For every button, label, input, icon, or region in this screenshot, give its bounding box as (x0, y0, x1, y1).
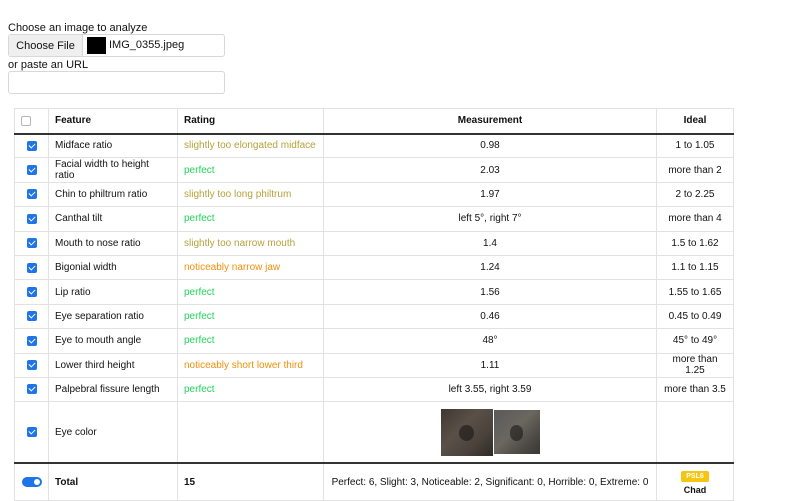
select-all-toggle[interactable] (22, 477, 42, 487)
table-row (15, 231, 734, 255)
rating-cell: perfect (178, 158, 324, 182)
ideal-cell: more than 1.25 (657, 353, 734, 377)
url-input[interactable] (8, 71, 225, 94)
measurement-cell: left 5°, right 7° (324, 207, 657, 231)
rating-cell: slightly too narrow mouth (178, 231, 324, 255)
measurement-cell: left 3.55, right 3.59 (324, 377, 657, 401)
right-eye-image (494, 410, 540, 454)
toggle-cell[interactable] (15, 463, 49, 501)
table-row-total (15, 463, 734, 501)
row-checkbox-cell[interactable] (15, 182, 49, 206)
table-row-eye-color (15, 402, 734, 463)
row-checkbox[interactable] (27, 336, 37, 346)
psl-badge: PSL6 (681, 471, 709, 482)
table-row (15, 329, 734, 353)
ideal-cell: 1.1 to 1.15 (657, 255, 734, 279)
rating-cell: perfect (178, 304, 324, 328)
select-all-cell[interactable] (15, 109, 49, 134)
table-row (15, 182, 734, 206)
feature-cell: Bigonial width (49, 255, 178, 279)
url-label: or paste an URL (8, 59, 89, 71)
row-checkbox-cell[interactable] (15, 353, 49, 377)
table-row (15, 158, 734, 182)
rating-cell: noticeably short lower third (178, 353, 324, 377)
row-checkbox[interactable] (27, 189, 37, 199)
ideal-cell: 2 to 2.25 (657, 182, 734, 206)
table-row (15, 304, 734, 328)
measurement-cell: 1.97 (324, 182, 657, 206)
measurement-cell: 1.11 (324, 353, 657, 377)
row-checkbox-cell[interactable] (15, 134, 49, 158)
row-checkbox-cell[interactable] (15, 304, 49, 328)
measurement-cell: 1.56 (324, 280, 657, 304)
file-name: IMG_0355.jpeg (109, 39, 185, 51)
measurement-cell: 0.98 (324, 134, 657, 158)
row-checkbox[interactable] (27, 141, 37, 151)
ideal-cell: 45° to 49° (657, 329, 734, 353)
table-row (15, 207, 734, 231)
table-row (15, 255, 734, 279)
select-all-checkbox[interactable] (21, 116, 31, 126)
row-checkbox-cell[interactable] (15, 280, 49, 304)
row-checkbox[interactable] (27, 287, 37, 297)
tier-label: Chad (683, 484, 707, 495)
feature-cell: Lip ratio (49, 280, 178, 304)
rating-cell: perfect (178, 280, 324, 304)
feature-cell: Eye separation ratio (49, 304, 178, 328)
total-summary: Perfect: 6, Slight: 3, Noticeable: 2, Significant: 0, Horrible: 0, Extreme: 0 (324, 463, 657, 501)
ideal-cell: more than 4 (657, 207, 734, 231)
feature-cell: Facial width to height ratio (49, 158, 178, 182)
table-row (15, 353, 734, 377)
table-row (15, 134, 734, 158)
ideal-cell: more than 3.5 (657, 377, 734, 401)
measurement-cell: 1.4 (324, 231, 657, 255)
file-picker[interactable] (8, 34, 225, 57)
table-row (15, 377, 734, 401)
ideal-cell: 1.5 to 1.62 (657, 231, 734, 255)
header-rating: Rating (178, 109, 324, 134)
eye-images-cell (324, 402, 657, 463)
row-checkbox-cell[interactable] (15, 207, 49, 231)
table-header-row (15, 109, 734, 134)
file-thumbnail (87, 37, 106, 54)
measurement-cell: 0.46 (324, 304, 657, 328)
row-checkbox-cell[interactable] (15, 255, 49, 279)
row-checkbox[interactable] (27, 311, 37, 321)
row-checkbox[interactable] (27, 214, 37, 224)
row-checkbox-cell[interactable] (15, 231, 49, 255)
rating-cell: slightly too long philtrum (178, 182, 324, 206)
ideal-cell: more than 2 (657, 158, 734, 182)
upload-heading: Choose an image to analyze (8, 22, 148, 34)
ideal-cell: 1 to 1.05 (657, 134, 734, 158)
feature-cell: Canthal tilt (49, 207, 178, 231)
row-checkbox-cell[interactable] (15, 402, 49, 463)
feature-cell: Eye color (49, 402, 178, 463)
rating-cell: slightly too elongated midface (178, 134, 324, 158)
row-checkbox[interactable] (27, 263, 37, 273)
left-eye-image (441, 409, 493, 456)
row-checkbox[interactable] (27, 165, 37, 175)
measurement-cell: 1.24 (324, 255, 657, 279)
feature-cell: Chin to philtrum ratio (49, 182, 178, 206)
rating-cell: perfect (178, 207, 324, 231)
header-ideal: Ideal (657, 109, 734, 134)
header-feature: Feature (49, 109, 178, 134)
table-row (15, 280, 734, 304)
features-table (14, 108, 734, 501)
feature-cell: Lower third height (49, 353, 178, 377)
row-checkbox[interactable] (27, 360, 37, 370)
row-checkbox[interactable] (27, 384, 37, 394)
feature-cell: Eye to mouth angle (49, 329, 178, 353)
feature-cell: Palpebral fissure length (49, 377, 178, 401)
feature-cell: Midface ratio (49, 134, 178, 158)
row-checkbox-cell[interactable] (15, 158, 49, 182)
choose-file-button[interactable]: Choose File (9, 35, 83, 56)
rating-cell: perfect (178, 329, 324, 353)
row-checkbox-cell[interactable] (15, 329, 49, 353)
row-checkbox-cell[interactable] (15, 377, 49, 401)
header-measurement: Measurement (324, 109, 657, 134)
total-rank-cell (657, 463, 734, 501)
feature-cell: Mouth to nose ratio (49, 231, 178, 255)
measurement-cell: 48° (324, 329, 657, 353)
total-score: 15 (178, 463, 324, 501)
row-checkbox[interactable] (27, 427, 37, 437)
ideal-cell: 1.55 to 1.65 (657, 280, 734, 304)
rating-cell (178, 402, 324, 463)
ideal-cell: 0.45 to 0.49 (657, 304, 734, 328)
ideal-cell (657, 402, 734, 463)
rating-cell: perfect (178, 377, 324, 401)
rating-cell: noticeably narrow jaw (178, 255, 324, 279)
measurement-cell: 2.03 (324, 158, 657, 182)
row-checkbox[interactable] (27, 238, 37, 248)
total-label: Total (49, 463, 178, 501)
